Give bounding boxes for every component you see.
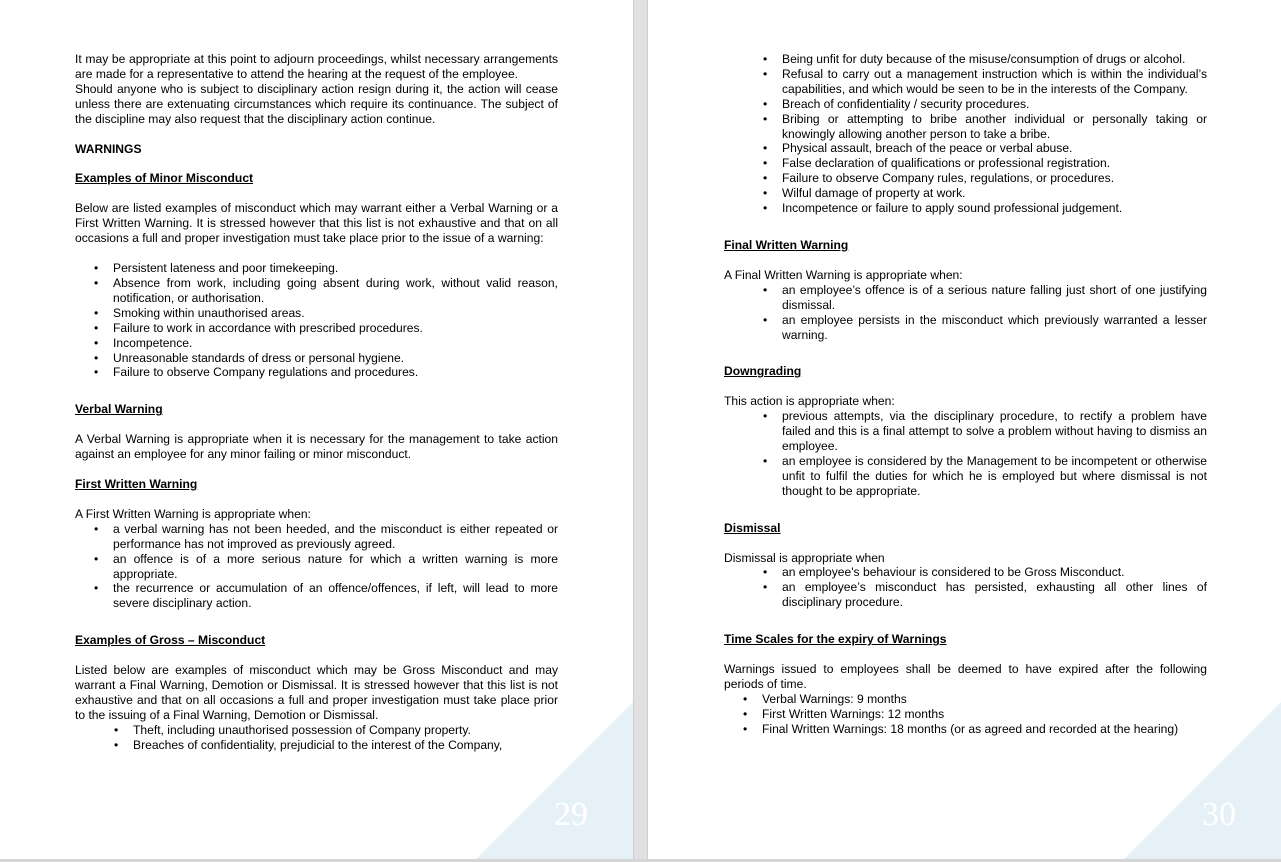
page-gutter [633, 0, 648, 862]
list-item: • an employee persists in the misconduct which previously warranted a lesser warning. [782, 313, 1207, 343]
dismissal-intro: Dismissal is appropriate when [724, 550, 885, 565]
gross-misconduct-paragraph: Listed below are examples of misconduct which may be Gross Misconduct and may warrant a Final Warning, Demotion or Dismissal. It is stressed however that this list is not exhaustive and that on all occasions a full and proper investigation must take place prior to the issuing of a Final Warning, Demotion or Dismissal. [75, 663, 558, 722]
minor-misconduct-paragraph: Below are listed examples of misconduct which may warrant either a Verbal Warning or a First Written Warning. It is stressed however that this list is not exhaustive and that on all occasions a full and proper investigation must take place prior to the issue of a warning: [75, 201, 558, 246]
list-item: • False declaration of qualifications or professional registration. [782, 156, 1207, 171]
page-29 [0, 0, 633, 862]
list-item: • Persistent lateness and poor timekeeping. [113, 261, 558, 276]
list-item: • Failure to work in accordance with prescribed procedures. [113, 321, 558, 336]
gross-misconduct-heading: Examples of Gross – Misconduct [75, 633, 266, 648]
list-item: • Refusal to carry out a management instruction which is within the individual’s capabilities, and which would be seen to be in the interests of the Company. [782, 67, 1207, 97]
final-written-warning-intro: A Final Written Warning is appropriate when: [724, 267, 963, 282]
list-item: • an offence is of a more serious nature for which a written warning is more appropriate. [113, 552, 558, 582]
list-item: • Absence from work, including going absent during work, without valid reason, notification, or authorisation. [113, 276, 558, 306]
first-written-warning-intro: A First Written Warning is appropriate when: [75, 506, 311, 521]
paragraph-adjourn: It may be appropriate at this point to adjourn proceedings, whilst necessary arrangements are made for a representative to attend the hearing at the request of the employee. [75, 52, 558, 81]
list-item: • Verbal Warnings: 9 months [762, 692, 1207, 707]
dismissal-heading: Dismissal [724, 520, 781, 535]
list-item: • First Written Warnings: 12 months [762, 707, 1207, 722]
time-scales-heading: Time Scales for the expiry of Warnings [724, 632, 947, 647]
list-item: • Bribing or attempting to bribe another individual or personally taking or knowingly allowing another person to take a bribe. [782, 112, 1207, 142]
list-item: • Smoking within unauthorised areas. [113, 306, 558, 321]
page-number: 30 [1202, 796, 1236, 833]
first-written-warning-heading: First Written Warning [75, 477, 198, 492]
time-scales-paragraph: Warnings issued to employees shall be deemed to have expired after the following periods of time. [724, 662, 1207, 691]
page-number: 29 [554, 796, 588, 833]
list-item: • Theft, including unauthorised possession of Company property. [133, 723, 558, 738]
downgrading-intro: This action is appropriate when: [724, 394, 895, 409]
list-item: • a verbal warning has not been heeded, and the misconduct is either repeated or performance has not improved as previously agreed. [113, 522, 558, 552]
list-item: • Breaches of confidentiality, prejudicial to the interest of the Company, [133, 738, 558, 753]
downgrading-heading: Downgrading [724, 364, 802, 379]
list-item: • an employee’s offence is of a serious nature falling just short of one justifying dismissal. [782, 283, 1207, 313]
list-item: • Failure to observe Company rules, regulations, or procedures. [782, 171, 1207, 186]
time-scales-list [724, 692, 1207, 737]
warnings-heading: WARNINGS [75, 141, 142, 156]
list-item: • Failure to observe Company regulations and procedures. [113, 365, 558, 380]
list-item: • an employee's behaviour is considered to be Gross Misconduct. [782, 565, 1207, 580]
paragraph-resign: Should anyone who is subject to disciplinary action resign during it, the action will cease unless there are extenuating circumstances which require its continuance. The subject of the discipline may also request that the disciplinary action continue. [75, 81, 558, 126]
final-written-warning-list [724, 283, 1207, 343]
list-item: • Final Written Warnings: 18 months (or as agreed and recorded at the hearing) [762, 722, 1207, 737]
dismissal-list [724, 565, 1207, 610]
page-content [724, 52, 1207, 737]
list-item: • Being unfit for duty because of the misuse/consumption of drugs or alcohol. [782, 52, 1207, 67]
list-item: • an employee is considered by the Management to be incompetent or otherwise unfit to fulfil the duties for which he is employed but where dismissal is not thought to be appropriate. [782, 454, 1207, 499]
downgrading-list [724, 409, 1207, 498]
list-item: • Physical assault, breach of the peace or verbal abuse. [782, 141, 1207, 156]
list-item: • Incompetence or failure to apply sound professional judgement. [782, 201, 1207, 216]
list-item: • Breach of confidentiality / security procedures. [782, 97, 1207, 112]
list-item: • Wilful damage of property at work. [782, 186, 1207, 201]
page-30 [648, 0, 1281, 862]
verbal-warning-paragraph: A Verbal Warning is appropriate when it is necessary for the management to take action against an employee for any minor failing or minor misconduct. [75, 432, 558, 462]
list-item: • Incompetence. [113, 336, 558, 351]
minor-misconduct-list [75, 261, 558, 380]
list-item: • an employee’s misconduct has persisted, exhausting all other lines of disciplinary procedure. [782, 580, 1207, 610]
list-item: • previous attempts, via the disciplinary procedure, to rectify a problem have failed and this is a final attempt to solve a problem without having to dismiss an employee. [782, 409, 1207, 454]
first-written-warning-list [75, 522, 558, 611]
gross-misconduct-list-continued [724, 52, 1207, 216]
gross-misconduct-list [75, 723, 558, 753]
page-content [75, 52, 558, 753]
minor-misconduct-heading: Examples of Minor Misconduct [75, 171, 254, 186]
final-written-warning-heading: Final Written Warning [724, 237, 849, 252]
list-item: • Unreasonable standards of dress or personal hygiene. [113, 351, 558, 366]
list-item: • the recurrence or accumulation of an offence/offences, if left, will lead to more severe disciplinary action. [113, 581, 558, 611]
verbal-warning-heading: Verbal Warning [75, 402, 163, 417]
